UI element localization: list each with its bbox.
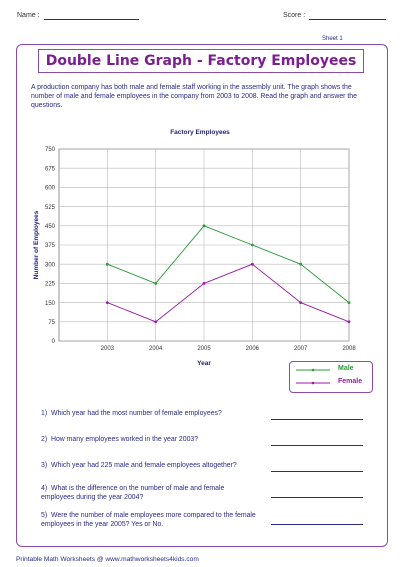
answer-line-5[interactable]	[271, 524, 363, 525]
data-point-male	[251, 244, 254, 247]
data-point-male	[106, 263, 109, 266]
question-1: 1) Which year had the most number of female employees?	[41, 410, 222, 417]
data-point-female	[154, 320, 157, 323]
data-point-female	[299, 301, 302, 304]
intro-paragraph: A production company has both male and female staff working in the assembly unit. The graph shows the number of male and female employees in the company from 2003 to 2008. Read the graph and answer the questions.	[31, 84, 357, 109]
x-tick-label: 2008	[342, 346, 356, 352]
x-axis-label: Year	[197, 360, 211, 367]
x-tick-label: 2003	[100, 346, 115, 352]
data-point-male	[203, 224, 206, 227]
y-tick-label: 300	[44, 262, 55, 269]
x-tick-label: 2005	[197, 346, 211, 352]
data-point-female	[251, 263, 254, 266]
y-tick-label: 525	[44, 204, 55, 211]
y-tick-label: 150	[44, 300, 55, 307]
data-point-female	[203, 282, 206, 285]
legend-female-label: Female	[338, 378, 363, 385]
question-2: 2) How many employees worked in the year 2003?	[41, 436, 199, 443]
series-lines	[107, 226, 349, 322]
question-4: 4) What is the difference on the number of male and female employees during the year 2004?	[41, 485, 225, 501]
data-point-female	[106, 301, 109, 304]
data-point-male	[299, 263, 302, 266]
question-5: 5) Were the number of male employees more compared to the female employees in the year 2005? Yes or No.	[41, 512, 256, 528]
y-tick-label: 600	[44, 185, 55, 192]
data-point-female	[348, 320, 351, 323]
y-tick-labels	[45, 147, 56, 345]
chart-legend	[289, 361, 373, 393]
question-3: 3) Which year had 225 male and female employees altogether?	[41, 462, 237, 469]
x-tick-labels	[101, 346, 357, 352]
y-tick-label: 0	[51, 339, 55, 346]
x-tick-label: 2004	[148, 346, 163, 352]
legend-male-label: Male	[338, 365, 354, 372]
score-label: Score :	[283, 12, 306, 19]
y-tick-label: 75	[48, 320, 55, 326]
y-tick-label: 375	[44, 243, 55, 250]
answer-line-4[interactable]	[271, 497, 363, 498]
chart-title: Factory Employees	[170, 129, 230, 136]
y-axis-label: Number of Employees	[33, 210, 40, 280]
worksheet-title: Double Line Graph - Factory Employees	[45, 53, 357, 69]
chart-grid	[59, 149, 349, 341]
sheet-label: Sheet 1	[322, 36, 343, 42]
data-point-male	[348, 301, 351, 304]
y-tick-label: 225	[44, 281, 55, 288]
name-label: Name :	[17, 12, 40, 19]
series-line-female	[107, 264, 349, 322]
answer-line-3[interactable]	[271, 471, 363, 472]
data-point-male	[154, 282, 157, 285]
answer-line-2[interactable]	[271, 445, 363, 446]
x-tick-label: 2007	[293, 346, 308, 352]
y-tick-label: 675	[44, 166, 55, 173]
y-tick-label: 750	[44, 147, 55, 154]
footer-text: Printable Math Worksheets @ www.mathworksheets4kids.com	[16, 556, 199, 563]
y-tick-label: 450	[44, 224, 55, 230]
answer-line-1[interactable]	[271, 419, 363, 420]
x-tick-label: 2006	[245, 346, 260, 352]
